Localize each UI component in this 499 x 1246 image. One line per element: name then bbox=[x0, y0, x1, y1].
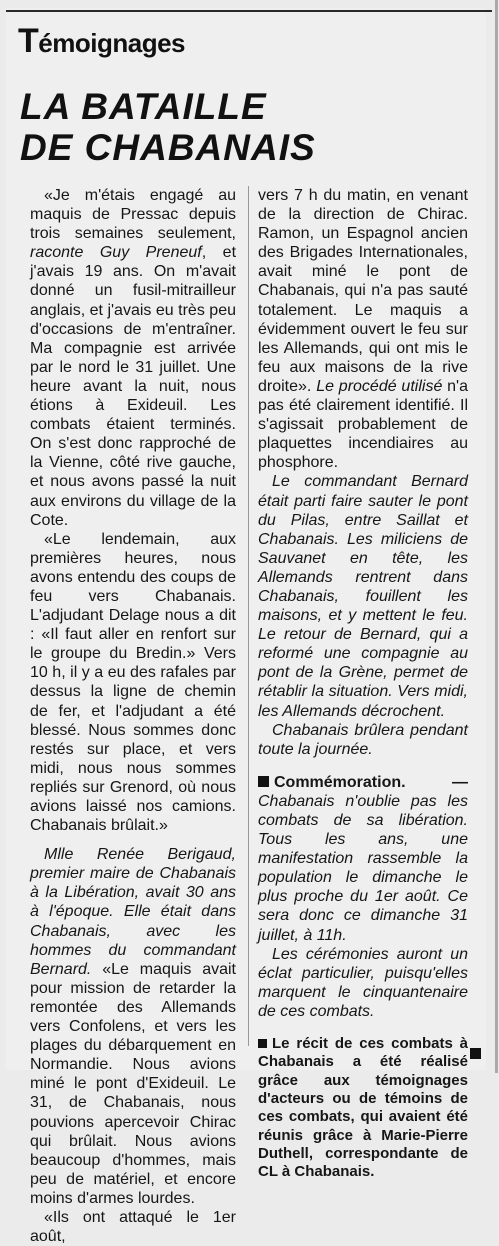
article-headline bbox=[20, 86, 316, 168]
section-label bbox=[18, 22, 185, 61]
text-run-italic: Mlle Renée Berigaud, premier maire de Chabanais à la Libération, avait 30 ans à l'époque. Elle était dans Chabanais, avec les hommes du commandant Bernard. bbox=[30, 846, 236, 978]
bullet-square-icon bbox=[258, 1039, 267, 1048]
column-divider bbox=[248, 186, 249, 1046]
paragraph bbox=[30, 845, 236, 1208]
text-run-italic: Le procédé utilisé bbox=[316, 377, 443, 395]
commemoration-title: Commémoration. — bbox=[274, 773, 468, 791]
headline-line-1: LA BATAILLE bbox=[20, 86, 267, 127]
top-rule bbox=[6, 10, 492, 12]
paragraph bbox=[258, 945, 468, 1021]
text-run: «Le maquis avait pour mission de retarder la remontée des Allemands vers Confolens, et vers les plages du débarquement en Normandie. Nous avions miné le pont d'Exideuil. Le 31, de Chabanais, nous pouvions apercevoir Chirac qui brûlait. Nous avions beaucoup d'hommes, mais peu de matériel, et encore moins d'armes lourdes. bbox=[30, 960, 236, 1207]
paragraph bbox=[30, 186, 236, 530]
paragraph bbox=[258, 472, 468, 720]
left-column bbox=[30, 186, 236, 1246]
section-initial: T bbox=[18, 22, 39, 60]
text-run-italic: Chabanais n'oublie pas les combats de sa libération. Tous les ans, une manifestation rassemble la population le dimanche le plus proche du 1er août. Ce sera donc ce dimanche 31 juillet, à 11h. bbox=[258, 792, 468, 944]
paragraph bbox=[258, 186, 468, 472]
paragraph bbox=[258, 721, 468, 759]
section-rest: émoignages bbox=[38, 28, 185, 58]
bullet-square-icon bbox=[258, 776, 269, 787]
text-run-italic: raconte Guy Preneuf bbox=[30, 244, 202, 262]
text-run: , et j'avais 19 ans. On m'avait donné un fusil-mitrailleur anglais, et j'avais eu très peu d'occasions de m'entraîner. Ma compagnie est arrivée par le nord le 31 juillet. Une heure avant la nuit, nous étions à Exideuil. Les combats étaient terminés. On s'est donc rapproché de la Vienne, côté rive gauche, et nous avons passé la nuit aux environs du village de la Cote. bbox=[30, 244, 237, 529]
commemoration-paragraph bbox=[258, 773, 468, 945]
note-text: Le récit de ces combats à Chabanais a été réalisé grâce aux témoignages d'acteurs ou de témoins de ces combats, qui avaient été réunis grâce à Marie-Pierre Duthell, correspondante de CL à Chabanais. bbox=[258, 1035, 468, 1181]
author-note bbox=[258, 1035, 468, 1181]
text-run: vers 7 h du matin, en venant de la direction de Chirac. Ramon, un Espagnol ancien des Brigades Internationales, avait miné le pont de Chabanais, qui n'a pas sauté totalement. Le maquis a évidemment ouvert le feu sur les Allemands, qui ont mis le feu aux maisons de la rive droite». bbox=[258, 187, 468, 395]
text-run-italic: Les cérémonies auront un éclat particulier, puisqu'elles marquent le cinquantenaire de ces combats. bbox=[258, 945, 468, 1020]
text-run-italic: Chabanais brûlera pendant toute la journée. bbox=[258, 721, 468, 758]
end-square-icon bbox=[470, 1048, 481, 1059]
right-column bbox=[258, 186, 468, 1181]
text-run-italic: Le commandant Bernard était parti faire sauter le pont du Pilas, entre Saillat et Chabanais. Les miliciens de Sauvanet en tête, les Allemands rentrent dans Chabanais, fouillent les maisons, et y mettent le feu. Le retour de Bernard, qui a reformé une compagnie au pont de la Grène, permet de rétablir la situation. Vers midi, les Allemands décrochent. bbox=[258, 473, 468, 720]
paragraph: «Le lendemain, aux premières heures, nous avons entendu des coups de feu vers Chabanais. L'adjudant Delage nous a dit : «Il faut aller en renfort sur le groupe du Bredin.» Vers 10 h, il y a eu des rafales par dessus la ligne de chemin de fer, et l'adjudant a été blessé. Nous sommes donc restés sur place, et vers midi, nous nous sommes repliés sur Grenord, où nous avions laissé nos camions. Chabanais brûlait.» bbox=[30, 530, 236, 835]
text-run: «Je m'étais engagé au maquis de Pressac depuis trois semaines seulement, bbox=[30, 187, 236, 243]
page-edge bbox=[495, 0, 498, 1073]
text-run: n'a pas été clairement identifié. Il s'agissait probablement de plaquettes incendiaires au phosphore. bbox=[258, 377, 469, 472]
paragraph: «Ils ont attaqué le 1er août, bbox=[30, 1208, 236, 1246]
headline-line-2: DE CHABANAIS bbox=[20, 127, 316, 168]
